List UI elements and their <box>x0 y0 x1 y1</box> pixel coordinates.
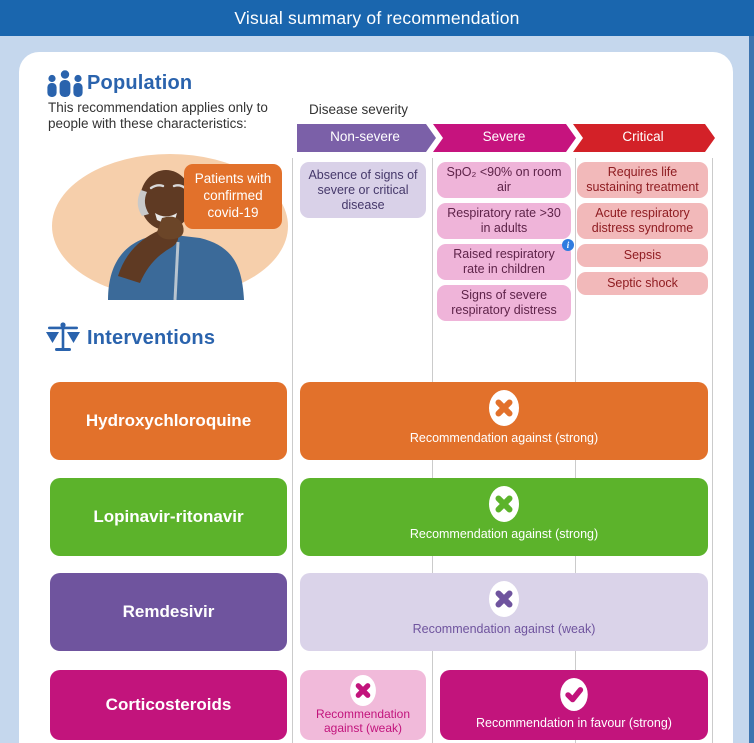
recommendation-corticosteroids-severe-critical <box>440 670 708 740</box>
recommendation-text: Recommendation against (weak) <box>315 707 411 735</box>
severity-level-non-severe: Non-severe <box>330 129 400 144</box>
recommendation-lopinavir-ritonavir <box>300 478 708 556</box>
population-heading: Population <box>87 72 193 94</box>
patient-population-badge: Patients with confirmed covid-19 <box>184 164 282 229</box>
recommendation-remdesivir <box>300 573 708 651</box>
check-icon <box>560 678 588 711</box>
criteria-critical-4: Septic shock <box>577 272 708 295</box>
severity-level-severe: Severe <box>482 129 526 144</box>
info-icon[interactable]: i <box>562 239 574 251</box>
severity-level-critical: Critical <box>622 129 664 144</box>
criteria-severe-1: SpO₂ <90% on room air <box>437 162 571 198</box>
title-bar <box>0 0 754 36</box>
criteria-critical-1: Requires life sustaining treatment <box>577 162 708 198</box>
cross-icon <box>489 581 519 617</box>
column-divider <box>712 158 713 743</box>
drug-label-remdesivir: Remdesivir <box>50 573 287 651</box>
right-edge-strip <box>749 36 754 743</box>
interventions-heading: Interventions <box>87 327 216 349</box>
criteria-severe-3-text: Raised respiratory rate in children <box>453 247 555 276</box>
criteria-severe-4: Signs of severe respiratory distress <box>437 285 571 321</box>
cross-icon <box>350 675 376 706</box>
recommendation-text: Recommendation against (weak) <box>412 622 596 636</box>
drug-label-corticosteroids: Corticosteroids <box>50 670 287 740</box>
criteria-non-severe-1: Absence of signs of severe or critical disease <box>300 162 426 218</box>
disease-severity-label: Disease severity <box>309 102 409 117</box>
recommendation-hydroxychloroquine <box>300 382 708 460</box>
recommendation-text: Recommendation in favour (strong) <box>476 716 672 730</box>
drug-label-hydroxychloroquine: Hydroxychloroquine <box>50 382 287 460</box>
population-intro-text: This recommendation applies only to people with these characteristics: <box>48 100 268 132</box>
criteria-critical-3: Sepsis <box>577 244 708 267</box>
recommendation-corticosteroids-non-severe <box>300 670 426 740</box>
drug-label-lopinavir-ritonavir: Lopinavir-ritonavir <box>50 478 287 556</box>
column-divider <box>292 158 293 743</box>
criteria-critical-2: Acute respiratory distress syndrome <box>577 203 708 239</box>
cross-icon <box>489 390 519 426</box>
population-people-icon <box>46 70 84 97</box>
scales-icon <box>45 322 81 353</box>
criteria-severe-2: Respiratory rate >30 in adults <box>437 203 571 239</box>
cross-icon <box>489 486 519 522</box>
recommendation-text: Recommendation against (strong) <box>409 527 599 541</box>
page-title: Visual summary of recommendation <box>234 8 520 28</box>
recommendation-text: Recommendation against (strong) <box>409 431 599 445</box>
criteria-severe-3 <box>437 240 571 280</box>
